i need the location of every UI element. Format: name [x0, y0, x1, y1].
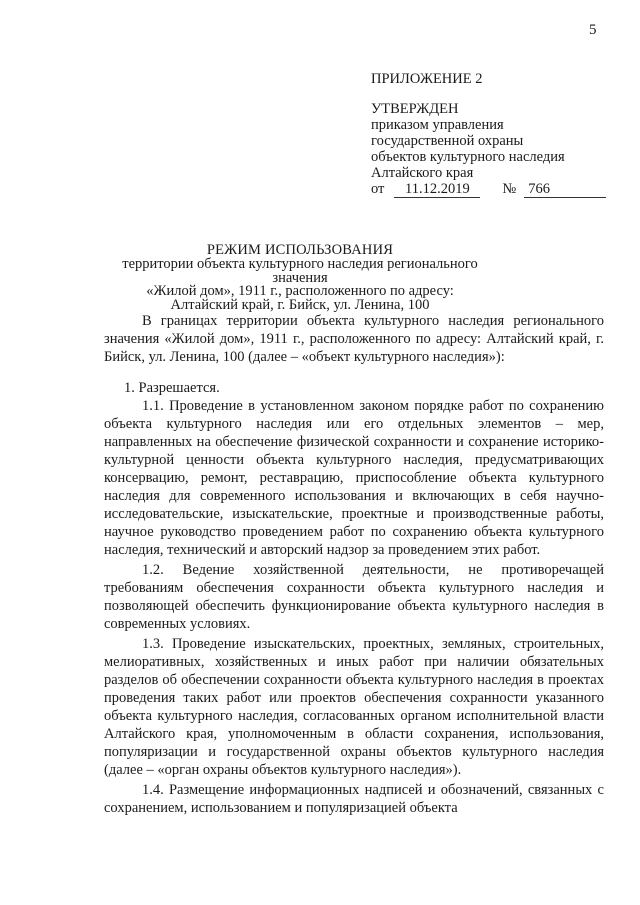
clause-1-4: 1.4. Размещение информационных надписей и обозначений, связанных с сохранением, использованием и популяризацией объекта [104, 782, 604, 816]
subtitle-line: Алтайский край, г. Бийск, ул. Ленина, 100 [170, 296, 430, 313]
approval-line: государственной охраны [371, 133, 524, 149]
approval-line: Алтайского края [371, 165, 474, 181]
from-label: от [371, 181, 385, 197]
approval-line: объектов культурного наследия [371, 149, 565, 165]
clause-1-2: 1.2. Ведение хозяйственной деятельности, не противоречащей требованиям обеспечения сохранности объекта культурного наследия и позволяющей обеспечить функционирование объекта культурного наследия в современных условиях. [104, 562, 604, 632]
section-heading: 1. Разрешается. [124, 380, 220, 396]
approval-line: приказом управления [371, 117, 504, 133]
approved-label: УТВЕРЖДЕН [371, 101, 459, 117]
subtitle-line: территории объекта культурного наследия регионального значения [122, 256, 478, 286]
clause-1-1: 1.1. Проведение в установленном законом порядке работ по сохранению объекта культурного наследия или его отдельных элементов – мер, направленных на обеспечение физической сохранности и сохранение историко-культурной ценности объекта культурного наследия, предусматривающих консервацию, ремонт, реставрацию, приспособление объекта культурного наследия для современного использования и включающих в себя научно-исследовательские, изыскательские, проектные и производственные работы, научное руководство проведением работ по сохранению объекта культурного наследия, технический и авторский надзор за проведением этих работ. [104, 398, 604, 558]
clause-1-3: 1.3. Проведение изыскательских, проектных, земляных, строительных, мелиоративных, хозяйственных и иных работ при наличии обязательных разделов об обеспечении сохранности объекта культурного наследия в проектах проведения таких работ или проектов обеспечения сохранности указанного объекта культурного наследия, согласованных органом исполнительной власти Алтайского края, уполномоченным в области сохранения, использования, популяризации и государственной охраны объектов культурного наследия (далее – «орган охраны объектов культурного наследия»). [104, 636, 604, 778]
document-body [104, 312, 604, 817]
document-title: РЕЖИМ ИСПОЛЬЗОВАНИЯ [206, 242, 394, 258]
document-subtitle [100, 258, 500, 312]
approval-block [371, 71, 621, 198]
order-number: 766 [524, 181, 606, 198]
document-heading [100, 242, 500, 312]
subtitle-line: «Жилой дом», 1911 г., расположенного по адресу: [146, 283, 454, 299]
approval-authority [371, 117, 621, 181]
page-number: 5 [589, 22, 597, 38]
order-line [371, 181, 621, 198]
number-label: № [502, 181, 517, 197]
order-date: 11.12.2019 [394, 181, 480, 198]
appendix-title: ПРИЛОЖЕНИЕ 2 [371, 71, 483, 87]
intro-paragraph: В границах территории объекта культурного наследия регионального значения «Жилой дом», 1911 г., расположенного по адресу: Алтайский край, г. Бийск, ул. Ленина, 100 (далее – «объект культурного наследия»): [104, 313, 604, 365]
